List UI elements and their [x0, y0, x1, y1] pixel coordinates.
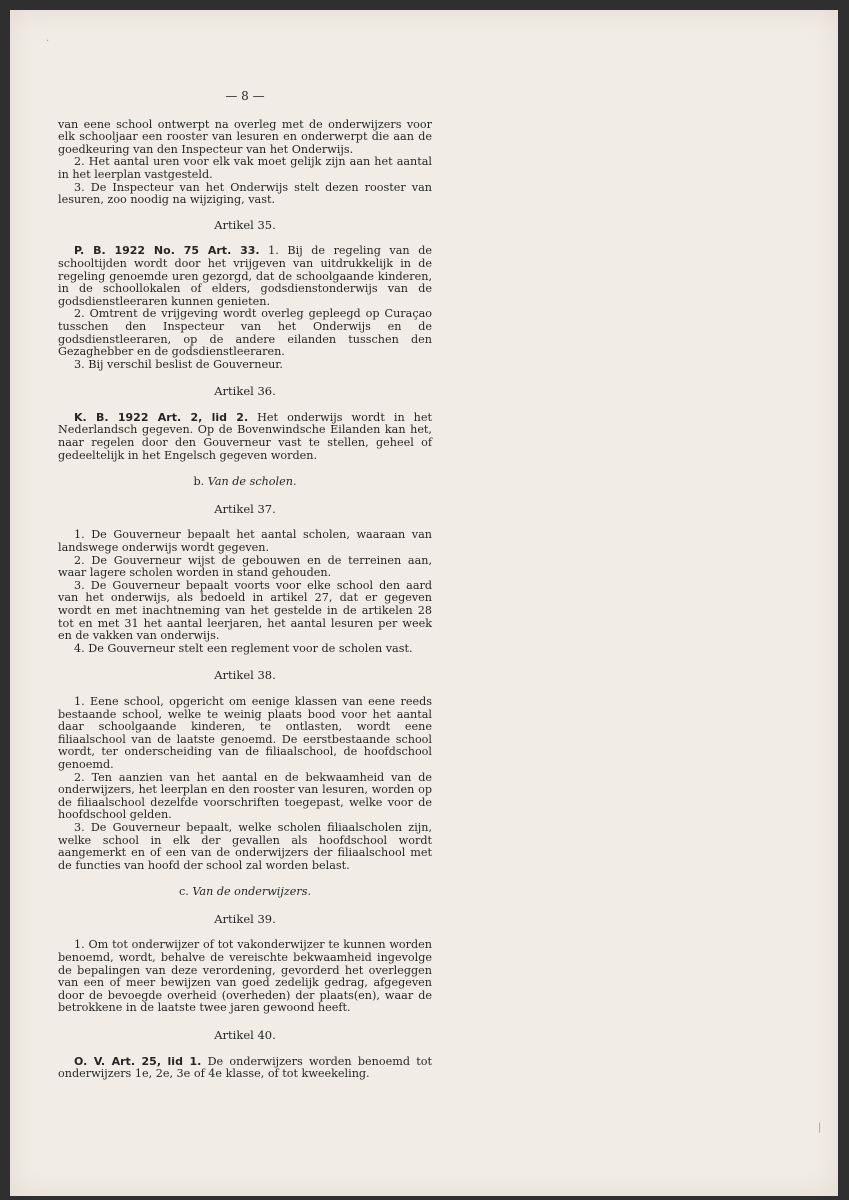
paragraph-text: 3. De Gouverneur bepaalt, welke scholen filiaalscholen zijn, welke school in elk der gevallen als hoofdschool wordt aangemerkt en of een van de onderwijzers der filiaalschool met de functies van hoofd der school zal worden belast.: [58, 820, 432, 872]
legal-reference: O. V. Art. 25, lid 1.: [74, 1054, 202, 1068]
article-heading: Artikel 40.: [214, 1028, 276, 1043]
article-heading: Artikel 37.: [214, 501, 276, 516]
section-title: Van de scholen.: [207, 475, 297, 489]
paragraph-text: 1. Eene school, opgericht om eenige klassen van eene reeds bestaande school, welke te weinig plaats bood voor het aantal daar schoolgaande kinderen, te ontlasten, wordt eene filiaalschool van de laatste genoemd. De eerstbestaande school wordt, ter onderscheiding van de filiaalschool, de hoofdschool genoemd.: [58, 694, 432, 771]
paragraph-text: De onderwijzers worden benoemd tot onderwijzers 1e, 2e, 3e of 4e klasse, of tot kweekeling.: [58, 1054, 432, 1081]
paragraph: [58, 939, 432, 1015]
paragraph-text: 3. De Gouverneur bepaalt voorts voor elke school den aard van het onderwijs, als bedoeld in artikel 27, dat er gegeven wordt en met inachtneming van het gestelde in de artikelen 28 tot en met 31 het aantal leerjaren, het aantal lesuren per week en de vakken van onderwijs.: [58, 578, 432, 643]
paragraph: [58, 308, 432, 358]
article-heading: Artikel 35.: [214, 217, 276, 232]
paragraph: [58, 359, 432, 372]
paragraph: [58, 182, 432, 207]
paragraph-text: 3. Bij verschil beslist de Gouverneur.: [74, 357, 283, 371]
paragraph: [58, 643, 432, 656]
article-heading: Artikel 39.: [214, 911, 276, 926]
paragraph-text: Het onderwijs wordt in het Nederlandsch gegeven. Op de Bovenwindsche Eilanden kan het, naar regelen door den Gouverneur vast te stellen, geheel of gedeeltelijk in het Engelsch gegeven worden.: [58, 410, 432, 462]
section-heading: [58, 886, 432, 899]
margin-mark: |: [818, 1122, 822, 1133]
paragraph-text: 2. Het aantal uren voor elk vak moet gelijk zijn aan het aantal in het leerplan vastgesteld.: [58, 155, 432, 181]
section-title: Van de onderwijzers.: [192, 885, 312, 899]
article-heading: Artikel 36.: [214, 384, 276, 399]
paragraph: [58, 119, 432, 157]
paragraph-text: 2. De Gouverneur wijst de gebouwen en de terreinen aan, waar lagere scholen worden in stand gehouden.: [58, 553, 432, 580]
paragraph: [58, 245, 432, 308]
paragraph: [58, 412, 432, 462]
paragraph: [58, 822, 432, 872]
page-text: [58, 90, 432, 1081]
paragraph: [58, 555, 432, 580]
speck-mark: ·: [46, 36, 50, 47]
paragraph: [58, 156, 432, 181]
paragraph-text: 4. De Gouverneur stelt een reglement voor de scholen vast.: [74, 641, 413, 655]
text-blocks: [58, 119, 432, 1081]
paragraph-text: 1. Om tot onderwijzer of tot vakonderwijzer te kunnen worden benoemd, wordt, behalve de vereischte bekwaamheid ingevolge de bepalingen van deze verordening, gevorderd het overleggen van een of meer bewijzen van goed zedelijk gedrag, afgegeven door de bevoegde overheid (overheden) der plaats(en), waar de betrokkene in de laatste twee jaren gewoond heeft.: [58, 938, 432, 1015]
section-heading: [58, 476, 432, 489]
paragraph-text: 2. Ten aanzien van het aantal en de bekwaamheid van de onderwijzers, het leerplan en den rooster van lesuren, worden op de filiaalschool dezelfde voorschriften toegepast, welke voor de hoofdschool gelden.: [58, 770, 432, 822]
legal-reference: P. B. 1922 No. 75 Art. 33.: [74, 244, 260, 258]
document-page: [10, 10, 838, 1196]
paragraph: [58, 772, 432, 822]
article-heading: Artikel 38.: [214, 668, 276, 683]
paragraph-text: van eene school ontwerpt na overleg met de onderwijzers voor elk schooljaar een rooster van lesuren en onderwerpt die aan de goedkeuring van den Inspecteur van het Onderwijs.: [58, 117, 432, 156]
paragraph: [58, 696, 432, 772]
legal-reference: K. B. 1922 Art. 2, lid 2.: [74, 410, 249, 424]
section-letter: b.: [193, 475, 208, 489]
paragraph: [58, 1056, 432, 1081]
paragraph-text: 1. Bij de regeling van de schooltijden wordt door het vrijgeven van uitdrukkelijk in de regeling genoemde uren gezorgd, dat de schoolgaande kinderen, in de schoollokalen of elders, godsdienstonderwijs van de godsdienstleeraren kunnen genieten.: [58, 244, 432, 308]
paragraph: [58, 529, 432, 554]
page-number: — 8 —: [225, 89, 265, 103]
paragraph-text: 1. De Gouverneur bepaalt het aantal scholen, waaraan van landswege onderwijs wordt gegeven.: [58, 528, 432, 555]
paragraph-text: 2. Omtrent de vrijgeving wordt overleg gepleegd op Curaçao tusschen den Inspecteur van het Onderwijs en de godsdienstleeraren, op de andere eilanden tusschen den Gezaghebber en de godsdienstleeraren.: [58, 307, 432, 359]
paragraph-text: 3. De Inspecteur van het Onderwijs stelt dezen rooster van lesuren, zoo noodig na wijziging, vast.: [58, 180, 432, 207]
paragraph: [58, 580, 432, 643]
section-letter: c.: [178, 885, 193, 899]
